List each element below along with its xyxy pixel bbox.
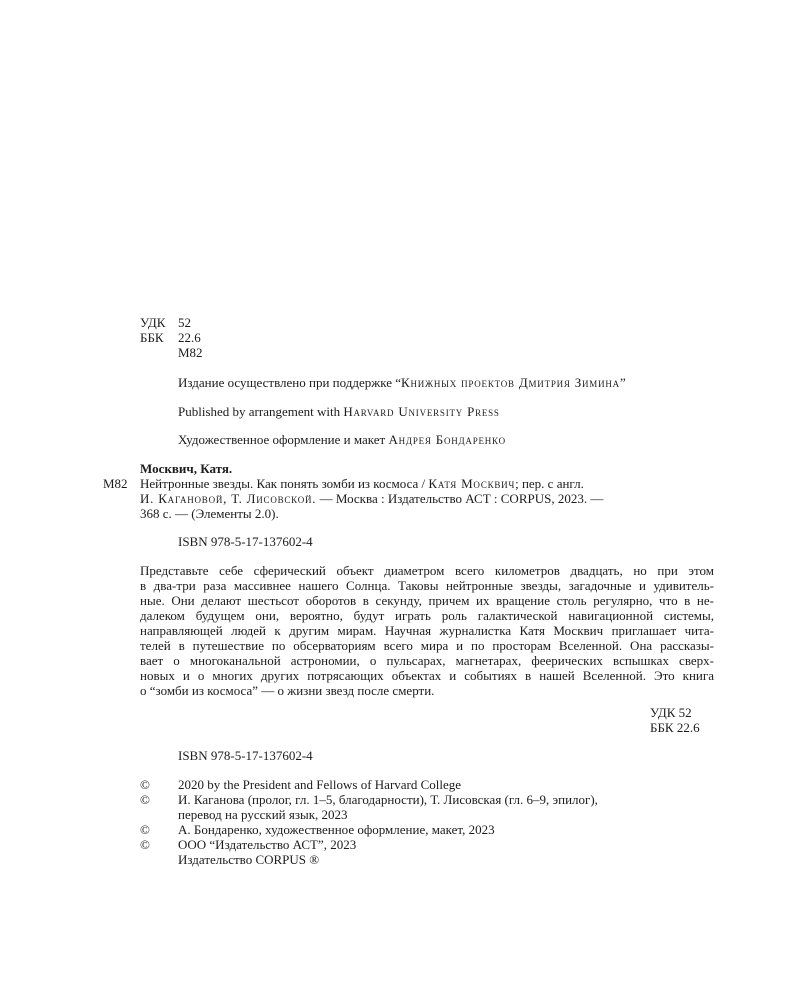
copyright-line: А. Бондаренко, художественное оформление, макет, 2023 bbox=[178, 822, 495, 837]
bbk-label: ББК bbox=[140, 330, 164, 345]
support-end: ” bbox=[619, 375, 626, 390]
copyright-line: И. Каганова (пролог, гл. 1–5, благодарности), Т. Лисовская (гл. 6–9, эпилог), bbox=[178, 792, 598, 807]
copyright-symbol: © bbox=[140, 837, 150, 852]
published-text: Published by arrangement with bbox=[178, 404, 344, 419]
bib-imprint: — Москва : Издательство АСТ : CORPUS, 2023. — bbox=[316, 491, 604, 506]
bib-isbn: ISBN 978-5-17-137602-4 bbox=[178, 534, 313, 549]
publisher-name: Harvard University Press bbox=[343, 404, 500, 419]
support-name: Книжных проектов Дмитрия Зимина bbox=[401, 375, 620, 390]
author-mark: М82 bbox=[178, 345, 203, 360]
designer-name: Андрея Бондаренко bbox=[388, 432, 506, 447]
abstract-line: ные. Они делают шестьсот оборотов в секунду, причем их вращение столь регулярно, что в не- bbox=[140, 593, 714, 608]
copyright-symbol: © bbox=[140, 777, 150, 792]
design-text: Художественное оформление и макет bbox=[178, 432, 389, 447]
udk-right: УДК 52 bbox=[650, 705, 692, 720]
bib-title: Нейтронные звезды. Как понять зомби из космоса / bbox=[140, 476, 429, 491]
abstract-line: Представьте себе сферический объект диаметром всего километров двадцать, но при этом bbox=[140, 563, 714, 578]
isbn-2: ISBN 978-5-17-137602-4 bbox=[178, 748, 313, 763]
abstract bbox=[140, 563, 714, 698]
support-text: Издание осуществлено при поддержке “ bbox=[178, 375, 402, 390]
bib-heading: Москвич, Катя. bbox=[140, 461, 233, 476]
abstract-line: новых и о многих других потрясающих объектах и событиях в нашей Вселенной. Это книга bbox=[140, 668, 714, 683]
bib-author: Катя Москвич bbox=[428, 476, 516, 491]
udk-value: 52 bbox=[178, 315, 191, 330]
design-line bbox=[178, 432, 506, 447]
abstract-line: направляющей людей к другим мирам. Научная журналистка Катя Москвич приглашает чита- bbox=[140, 623, 714, 638]
abstract-line: в два-три раза массивнее нашего Солнца. Таковы нейтронные звезды, загадочные и удивитель- bbox=[140, 578, 714, 593]
copyright-symbol: © bbox=[140, 792, 150, 807]
bib-translators: И. Кагановой, Т. Лисовской. bbox=[140, 491, 317, 506]
published-line bbox=[178, 404, 500, 419]
copyright-line: ООО “Издательство АСТ”, 2023 bbox=[178, 837, 357, 852]
copyright-line: Издательство CORPUS ® bbox=[178, 852, 320, 867]
bib-line-1 bbox=[140, 476, 584, 491]
bib-line-3: 368 с. — (Элементы 2.0). bbox=[140, 506, 279, 521]
bib-line-2 bbox=[140, 491, 603, 506]
bib-mark: М82 bbox=[103, 476, 128, 491]
abstract-line: телей в путешествие по обсерваториям всего мира и по просторам Вселенной. Она рассказы- bbox=[140, 638, 714, 653]
abstract-line: вает о многоканальной астрономии, о пульсарах, магнетарах, феерических вспышках сверх- bbox=[140, 653, 714, 668]
udk-label: УДК bbox=[140, 315, 166, 330]
support-line bbox=[178, 375, 626, 390]
copyright-line: 2020 by the President and Fellows of Harvard College bbox=[178, 777, 462, 792]
bbk-right: ББК 22.6 bbox=[650, 720, 700, 735]
copyright-symbol: © bbox=[140, 822, 150, 837]
abstract-line: далеком будущем они, вероятно, будут играть роль галактической навигационной системы, bbox=[140, 608, 714, 623]
bib-translation-note: ; пер. с англ. bbox=[515, 476, 584, 491]
bbk-value: 22.6 bbox=[178, 330, 201, 345]
copyright-line: перевод на русский язык, 2023 bbox=[178, 807, 348, 822]
abstract-line: о “зомби из космоса” — о жизни звезд после смерти. bbox=[140, 683, 435, 698]
